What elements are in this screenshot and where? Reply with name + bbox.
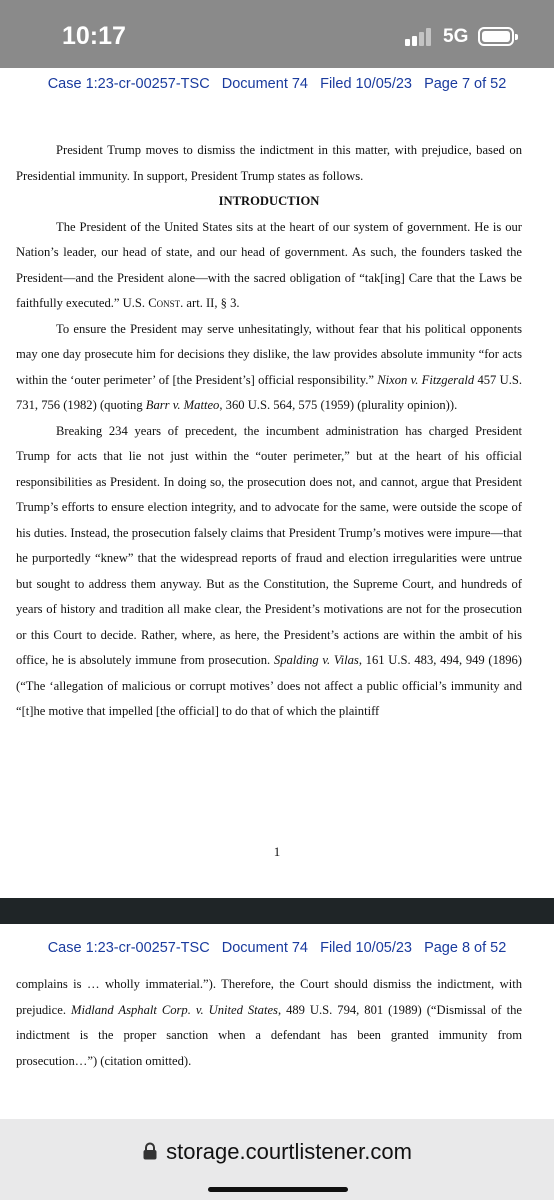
document-page-8 (0, 924, 554, 1119)
url-display[interactable] (0, 1139, 554, 1165)
document-body (16, 138, 522, 725)
signal-icon (405, 28, 433, 46)
home-indicator[interactable] (208, 1187, 348, 1192)
continued-paragraph: complains is … wholly immaterial.”). Therefore, the Court should dismiss the indictment, with prejudice. Midland Asphalt Corp. v. United States, 489 U.S. 794, 801 (1989) (“Dismissal of the indictment is the proper sanction when a defendant has been granted immunity from prosecution…”) (citation omitted). (16, 977, 522, 1068)
paragraph-1: The President of the United States sits at the heart of our system of government. He is our Nation’s leader, our head of state, and our head of government. As such, the founders tasked the President—and the President alone—with the sacred obligation of “tak[ing] Care that the Laws be faithfully executed.” U.S. Const. art. II, § 3. (16, 219, 522, 310)
section-heading: INTRODUCTION (218, 194, 320, 208)
page-separator (0, 898, 554, 924)
page-header: Case 1:23-cr-00257-TSC Document 74 Filed 10/05/23 Page 7 of 52 (47, 76, 507, 92)
page-header: Case 1:23-cr-00257-TSC Document 74 Filed 10/05/23 Page 8 of 52 (47, 940, 507, 956)
network-type: 5G (443, 26, 469, 47)
paragraph-3: Breaking 234 years of precedent, the incumbent administration has charged President Trump for acts that lie not just within the “outer perimeter,” but at the heart of his official responsibilities as President. In doing so, the prosecution does not, and cannot, argue that President Trump’s efforts to ensure election integrity, and to advocate for the same, were outside the scope of his duties. Instead, the prosecution falsely claims that President Trump’s motives were impure—that he purportedly “knew” that the widespread reports of fraud and election irregularities were untrue but sought to address them anyway. But as the Constitution, the Supreme Court, and hundreds of years of history and tradition all make clear, the President’s motivations are not for the prosecution or this Court to decide. Rather, where, as here, the President’s actions are within the ambit of his office, he is absolutely immune from prosecution. Spalding v. Vilas, 161 U.S. 483, 494, 949 (1896) (“The ‘allegation of malicious or corrupt motives’ does not affect a public official’s immunity and “[t]he motive that impelled [the official] to do that of which the plaintiff (16, 423, 522, 718)
document-page-7 (0, 68, 554, 898)
intro-paragraph: President Trump moves to dismiss the indictment in this matter, with prejudice, based on Presidential immunity. In support, President Trump states as follows. (16, 143, 522, 183)
page-number: 1 (273, 844, 281, 859)
battery-icon (478, 27, 514, 46)
url-text: storage.courtlistener.com (166, 1139, 412, 1164)
paragraph-2: To ensure the President may serve unhesitatingly, without fear that his political opponents may one day prosecute him for decisions they dislike, the law provides absolute immunity “for acts within the ‘outer perimeter’ of [the President’s] official responsibility.” Nixon v. Fitzgerald 457 U.S. 731, 756 (1982) (quoting Barr v. Matteo, 360 U.S. 564, 575 (1959) (plurality opinion)). (16, 321, 523, 412)
status-bar (0, 0, 554, 68)
lock-icon (142, 1140, 158, 1158)
status-time: 10:17 (62, 22, 126, 50)
document-body (16, 972, 522, 1074)
